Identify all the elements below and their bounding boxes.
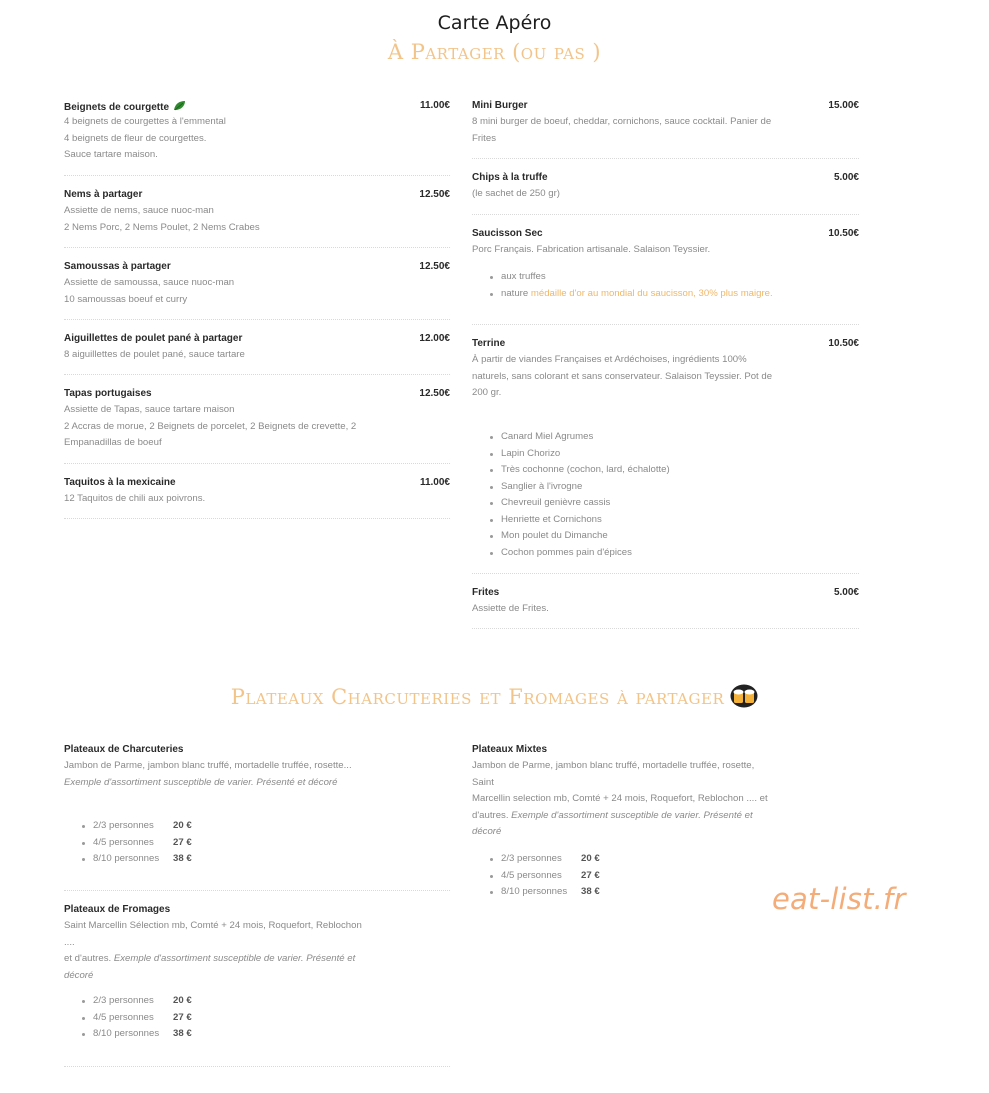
- beer-mugs-icon: [730, 684, 758, 708]
- menu-item: [64, 98, 450, 176]
- page-title: Carte Apéro: [437, 12, 552, 34]
- item-price: 10.50€: [828, 338, 859, 349]
- menu-item: [64, 375, 450, 464]
- list-item: Lapin Chorizo: [472, 446, 670, 463]
- plateaux-left-column: [64, 742, 450, 1067]
- item-name: Saucisson Sec: [472, 228, 543, 239]
- item-price: 5.00€: [833, 172, 859, 183]
- item-description: Saint Marcellin Sélection mb, Comté + 24 mois, Roquefort, Reblochon .... et d'autres. Exemple d'assortiment susceptible de varier. Présenté et décoré: [64, 920, 362, 981]
- item-description: Assiette de samoussa, sauce nuoc-man 10 samoussas boeuf et curry: [64, 277, 235, 305]
- item-description: 8 aiguillettes de poulet pané, sauce tartare: [64, 349, 245, 360]
- list-item: nature médaille d'or au mondial du saucisson, 30% plus maigre.: [472, 286, 773, 303]
- item-name: Plateaux Mixtes: [472, 744, 548, 755]
- item-description: À partir de viandes Françaises et Ardéchoises, ingrédients 100% naturels, sans colorant et sans conservateur. Salaison Teyssier. Pot de 200 gr.: [472, 354, 773, 398]
- menu-item: [472, 159, 859, 215]
- item-name: Nems à partager: [64, 189, 143, 200]
- item-description: 8 mini burger de boeuf, cheddar, cornichons, sauce cocktail. Panier de Frites: [472, 116, 772, 144]
- item-description: Jambon de Parme, jambon blanc truffé, mortadelle truffée, rosette... Exemple d'assortiment susceptible de varier. Présenté et décoré: [64, 760, 352, 788]
- list-item: Chevreuil genièvre cassis: [472, 495, 670, 512]
- list-item: Cochon pommes pain d'épices: [472, 545, 670, 562]
- list-item: Canard Miel Agrumes: [472, 429, 670, 446]
- watermark: eat-list.fr: [772, 882, 906, 916]
- item-price: 5.00€: [833, 587, 859, 598]
- list-item: 4/5 personnes 27 €: [64, 1010, 192, 1027]
- item-price: 15.00€: [828, 100, 859, 111]
- item-name: Chips à la truffe: [472, 172, 548, 183]
- list-item: 8/10 personnes 38 €: [472, 884, 600, 901]
- section-title-plateaux: Plateaux Charcuteries et Fromages à partager: [0, 684, 989, 709]
- apero-right-column: [472, 98, 859, 629]
- menu-item: [472, 574, 859, 629]
- list-item: Sanglier à l'ivrogne: [472, 479, 670, 496]
- list-item: 4/5 personnes 27 €: [64, 835, 192, 852]
- menu-item: [64, 248, 450, 320]
- item-name: Taquitos à la mexicaine: [64, 477, 176, 488]
- menu-item: [472, 325, 859, 574]
- list-item: Très cochonne (cochon, lard, échalotte): [472, 462, 670, 479]
- menu-item: [64, 891, 450, 1067]
- item-name: Aiguillettes de poulet pané à partager: [64, 333, 243, 344]
- price-list: [472, 851, 600, 901]
- menu-item: [64, 742, 450, 891]
- list-item: 2/3 personnes 20 €: [472, 851, 600, 868]
- item-name: Samoussas à partager: [64, 261, 171, 272]
- item-price: 11.00€: [419, 100, 450, 111]
- item-name: Frites: [472, 587, 500, 598]
- item-name: Plateaux de Charcuteries: [64, 744, 184, 755]
- item-name: Plateaux de Fromages: [64, 904, 171, 915]
- list-item: 2/3 personnes 20 €: [64, 818, 192, 835]
- item-name: Terrine: [472, 338, 506, 349]
- item-description: Jambon de Parme, jambon blanc truffé, mortadelle truffée, rosette, Saint Marcellin selection mb, Comté + 24 mois, Roquefort, Reblochon .... et d'autres. Exemple d'assortiment susceptible de varier. Présenté et décoré: [472, 760, 768, 837]
- item-description: (le sachet de 250 gr): [472, 188, 560, 199]
- item-description: Assiette de Tapas, sauce tartare maison 2 Accras de morue, 2 Beignets de porcelet, 2 Beignets de crevette, 2 Empanadillas de boeuf: [64, 404, 357, 448]
- menu-item: [64, 464, 450, 519]
- item-description: 4 beignets de courgettes à l'emmental 4 beignets de fleur de courgettes. Sauce tartare maison.: [64, 116, 226, 160]
- list-item: Henriette et Cornichons: [472, 512, 670, 529]
- price-list: [64, 818, 192, 868]
- list-item: 8/10 personnes 38 €: [64, 851, 192, 868]
- menu-item: [64, 176, 450, 248]
- item-price: 12.50€: [419, 388, 450, 399]
- price-list: [64, 993, 192, 1043]
- item-price: 10.50€: [828, 228, 859, 239]
- list-item: 8/10 personnes 38 €: [64, 1026, 192, 1043]
- item-name: Beignets de courgette: [64, 102, 170, 113]
- section-title-apero: À Partager (ou pas ): [387, 40, 602, 64]
- apero-left-column: [64, 98, 450, 519]
- item-description: 12 Taquitos de chili aux poivrons.: [64, 493, 206, 504]
- list-item: 4/5 personnes 27 €: [472, 868, 600, 885]
- item-price: 11.00€: [419, 477, 450, 488]
- menu-item: [472, 98, 859, 159]
- item-description: Assiette de nems, sauce nuoc-man 2 Nems Porc, 2 Nems Poulet, 2 Nems Crabes: [64, 205, 260, 233]
- menu-item: [64, 320, 450, 375]
- terrine-flavors: [472, 429, 670, 561]
- item-name: Mini Burger: [472, 100, 528, 111]
- item-price: 12.50€: [419, 189, 450, 200]
- list-item: 2/3 personnes 20 €: [64, 993, 192, 1010]
- item-price: 12.00€: [419, 333, 450, 344]
- leaf-icon: [173, 100, 186, 111]
- item-price: 12.50€: [419, 261, 450, 272]
- list-item: aux truffes: [472, 269, 773, 286]
- item-description: Porc Français. Fabrication artisanale. Salaison Teyssier.: [472, 244, 711, 255]
- list-item: Mon poulet du Dimanche: [472, 528, 670, 545]
- item-name: Tapas portugaises: [64, 388, 152, 399]
- menu-item: [472, 215, 859, 325]
- item-description: Assiette de Frites.: [472, 603, 549, 614]
- saucisson-options: [472, 269, 773, 302]
